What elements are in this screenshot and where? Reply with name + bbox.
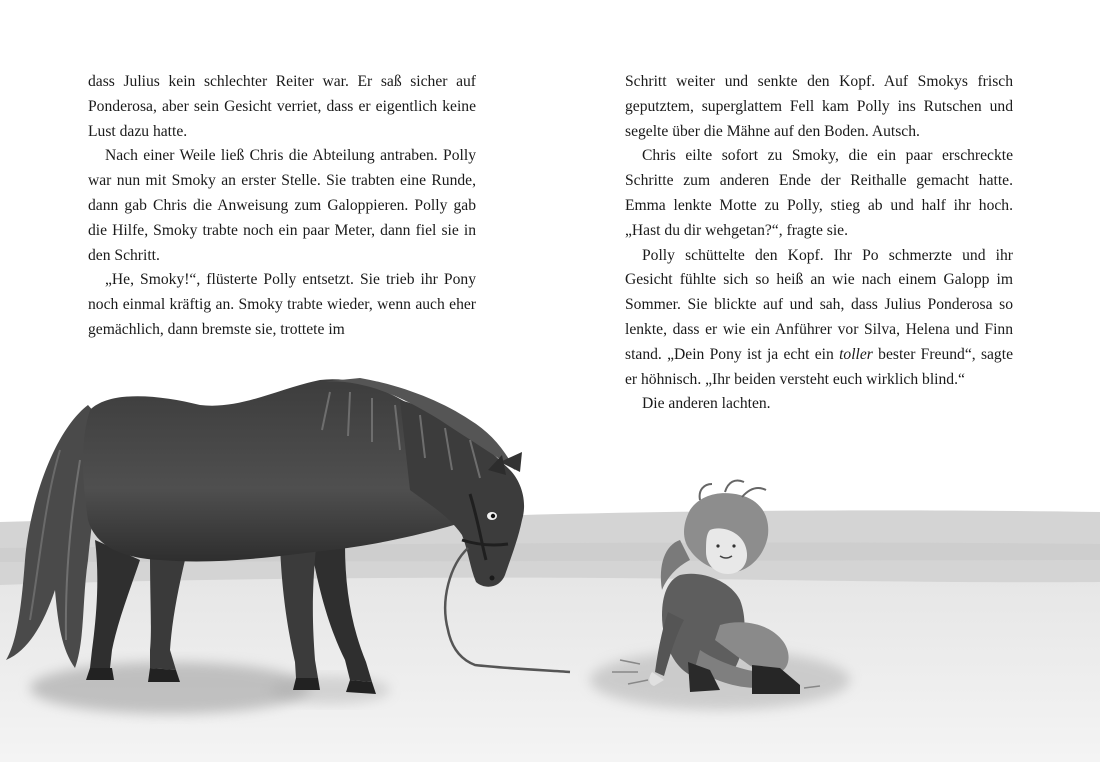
emphasis-word: toller bbox=[839, 345, 873, 363]
right-paragraph-3-start: Polly schüttelte den Kopf. Ihr Po schmerzte und ihr Gesicht fühlte sich so heiß an wie nach einem Galopp im Sommer. Sie blickte auf und sah, dass Julius Ponderosa so lenkte, dass er wie ein Anführer vor Silva, Helena und Finn stand. „Dein Pony ist ja echt ein bbox=[625, 246, 1013, 363]
illustration-pony-and-girl bbox=[0, 375, 1100, 762]
right-page-text bbox=[625, 70, 1013, 417]
left-paragraph-2: Nach einer Weile ließ Chris die Abteilung antraben. Polly war nun mit Smoky an erster Stelle. Sie trabten eine Runde, dann gab Chris die Anweisung zum Galoppieren. Polly gab die Hilfe, Smoky trabte noch ein paar Meter, dann fiel sie in den Schritt. bbox=[88, 147, 476, 264]
right-paragraph-3 bbox=[625, 244, 1013, 393]
left-page-text bbox=[88, 70, 476, 343]
right-paragraph-3-end: bester Freund“, sagte er höhnisch. „Ihr beiden versteht euch wirklich blind.“ bbox=[625, 345, 1013, 388]
right-paragraph-1: Schritt weiter und senkte den Kopf. Auf Smokys frisch geputztem, superglattem Fell kam Polly ins Rutschen und segelte über die Mähne auf den Boden. Autsch. bbox=[625, 73, 1013, 140]
left-paragraph-3: „He, Smoky!“, flüsterte Polly entsetzt. Sie trieb ihr Pony noch einmal kräftig an. Smoky trabte wieder, wenn auch eher gemächlich, dann bremste sie, trottete im bbox=[88, 271, 476, 338]
left-paragraph-1: dass Julius kein schlechter Reiter war. Er saß sicher auf Ponderosa, aber sein Gesicht verriet, dass er eigentlich keine Lust dazu hatte. bbox=[88, 73, 476, 140]
right-paragraph-2: Chris eilte sofort zu Smoky, die ein paar erschreckte Schritte zum anderen Ende der Reithalle gemacht hatte. Emma lenkte Motte zu Polly, stieg ab und half ihr hoch. „Hast du dir wehgetan?“, fragte sie. bbox=[625, 147, 1013, 239]
right-paragraph-4: Die anderen lachten. bbox=[642, 395, 771, 413]
